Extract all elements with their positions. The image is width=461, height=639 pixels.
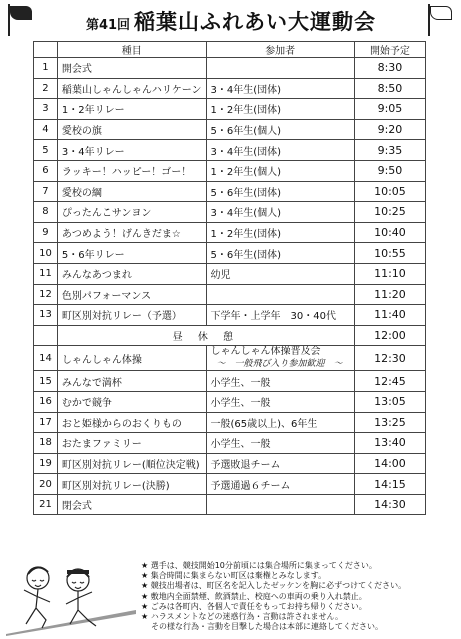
notes (141, 561, 457, 632)
table-row (34, 119, 426, 140)
schedule-table (33, 41, 426, 515)
table-row (34, 391, 426, 412)
row-time: 11:20 (354, 284, 425, 305)
row-participants: 1・2年生(個人) (206, 160, 354, 181)
table-row (34, 284, 426, 305)
row-time: 9:35 (354, 140, 425, 161)
row-event: あつめよう！げんきだま☆ (57, 222, 206, 243)
row-no: 15 (34, 371, 58, 392)
table-row (34, 412, 426, 433)
table-row (34, 99, 426, 120)
row-time: 9:05 (354, 99, 425, 120)
row-time: 10:40 (354, 222, 425, 243)
row-no: 18 (34, 433, 58, 454)
row-no: 14 (34, 346, 58, 371)
row-event: ラッキー！ハッピー！ゴー！ (57, 160, 206, 181)
header-event: 種目 (57, 42, 206, 58)
row-event: 町区別対抗リレー(決勝) (57, 474, 206, 495)
note-item: ★ 集合時間に集まらない町区は棄権とみなします。 (141, 571, 327, 581)
row-no: 19 (34, 453, 58, 474)
row-participants-sub: ～ 一般飛び入り参加歓迎 ～ (216, 359, 343, 370)
row-no: 17 (34, 412, 58, 433)
row-no: 3 (34, 99, 58, 120)
row-time: 10:25 (354, 202, 425, 223)
row-participants-cell (206, 346, 354, 371)
row-no: 11 (34, 263, 58, 284)
row-event: 町区別対抗リレー（予選） (57, 305, 206, 326)
row-event: しゃんしゃん体操 (57, 346, 206, 371)
row-no: 1 (34, 58, 58, 79)
table-row (34, 243, 426, 264)
row-participants: 予選通過６チーム (206, 474, 354, 495)
row-participants: 3・4年生(団体) (206, 140, 354, 161)
row-participants: 下学年・上学年 30・40代 (206, 305, 354, 326)
table-row (34, 346, 426, 371)
row-event: おたまファミリー (57, 433, 206, 454)
row-participants: しゃんしゃん体操普及会 (210, 346, 321, 358)
row-participants: 1・2年生(団体) (206, 99, 354, 120)
table-row (34, 263, 426, 284)
row-event: 愛校の綱 (57, 181, 206, 202)
row-time: 13:05 (354, 391, 425, 412)
row-event: おと姫様からのおくりもの (57, 412, 206, 433)
row-event: 1・2年リレー (57, 99, 206, 120)
title-main: 稲葉山ふれあい大運動会 (134, 10, 377, 34)
row-no: 5 (34, 140, 58, 161)
row-time: 10:55 (354, 243, 425, 264)
row-event: 色別パフォーマンス (57, 284, 206, 305)
table-row (34, 433, 426, 454)
header (0, 0, 461, 40)
row-participants: 5・6年生(団体) (206, 243, 354, 264)
table-row (34, 160, 426, 181)
table-header-row (34, 42, 426, 58)
row-event: みんなで満杯 (57, 371, 206, 392)
row-participants: 小学生、一般 (206, 433, 354, 454)
row-participants: 1・2年生(団体) (206, 222, 354, 243)
lunch-row (34, 325, 426, 346)
table-row (34, 474, 426, 495)
row-participants: 小学生、一般 (206, 371, 354, 392)
header-participants: 参加者 (206, 42, 354, 58)
table-row (34, 222, 426, 243)
table-row (34, 181, 426, 202)
row-time: 10:05 (354, 181, 425, 202)
row-no: 6 (34, 160, 58, 181)
row-time: 14:15 (354, 474, 425, 495)
note-item: ★ 競技出場者は、町区名を記入したゼッケンを胸に必ずつけてください。 (141, 581, 407, 591)
row-event: 閉会式 (57, 494, 206, 515)
note-item: ★ 選手は、競技開始10分前頃には集合場所に集まってください。 (141, 561, 377, 570)
row-no: 13 (34, 305, 58, 326)
row-time: 8:30 (354, 58, 425, 79)
row-no: 10 (34, 243, 58, 264)
running-kids-illustration (6, 558, 136, 636)
row-participants (206, 58, 354, 79)
row-participants: 5・6年生(個人) (206, 119, 354, 140)
row-participants (206, 494, 354, 515)
title-prefix: 第41回 (85, 18, 131, 33)
row-participants: 3・4年生(団体) (206, 78, 354, 99)
row-participants: 幼児 (206, 263, 354, 284)
row-event: 稲葉山しゃんしゃんハリケーン (57, 78, 206, 99)
row-no: 12 (34, 284, 58, 305)
row-event: みんなあつまれ (57, 263, 206, 284)
table-row (34, 58, 426, 79)
row-time: 11:10 (354, 263, 425, 284)
row-time: 11:40 (354, 305, 425, 326)
row-time: 12:45 (354, 371, 425, 392)
table-row (34, 202, 426, 223)
lunch-label: 昼 休 憩 (57, 325, 354, 346)
row-event: ぴったんこサンヨン (57, 202, 206, 223)
header-no (34, 42, 58, 58)
note-item: ★ ごみは各町内、各個人で責任をもってお持ち帰りください。 (141, 601, 367, 611)
row-time: 8:50 (354, 78, 425, 99)
table-row (34, 78, 426, 99)
table-row (34, 371, 426, 392)
row-participants: 予選敗退チーム (206, 453, 354, 474)
note-item: その様な行為・言動を目撃した場合は本部に連絡してください。 (151, 622, 383, 632)
row-event: 町区別対抗リレー(順位決定戦) (57, 453, 206, 474)
table-row (34, 305, 426, 326)
row-event: 愛校の旗 (57, 119, 206, 140)
header-time: 開始予定 (354, 42, 425, 58)
row-event: 開会式 (57, 58, 206, 79)
row-no: 8 (34, 202, 58, 223)
row-event: 5・6年リレー (57, 243, 206, 264)
lunch-time: 12:00 (354, 325, 425, 346)
row-participants: 小学生、一般 (206, 391, 354, 412)
row-event: 3・4年リレー (57, 140, 206, 161)
page-title (40, 6, 422, 36)
table-row (34, 453, 426, 474)
row-no: 2 (34, 78, 58, 99)
row-no: 21 (34, 494, 58, 515)
note-item: ★ ハラスメントなどの迷惑行為・言動は許されません。 (141, 612, 343, 622)
row-no: 4 (34, 119, 58, 140)
row-time: 13:25 (354, 412, 425, 433)
row-time: 14:30 (354, 494, 425, 515)
table-row (34, 140, 426, 161)
row-participants (206, 284, 354, 305)
note-item: ★ 敷地内全面禁煙、飲酒禁止、校庭への車両の乗り入れ禁止。 (141, 591, 367, 601)
table-row (34, 494, 426, 515)
row-time: 13:40 (354, 433, 425, 454)
row-no: 7 (34, 181, 58, 202)
row-time: 12:30 (354, 346, 425, 371)
row-time: 9:50 (354, 160, 425, 181)
row-no: 9 (34, 222, 58, 243)
row-participants: 3・4年生(個人) (206, 202, 354, 223)
row-participants: 5・6年生(団体) (206, 181, 354, 202)
row-participants: 一般(65歳以上)、6年生 (206, 412, 354, 433)
row-time: 14:00 (354, 453, 425, 474)
row-no: 16 (34, 391, 58, 412)
row-event: むかで競争 (57, 391, 206, 412)
row-no: 20 (34, 474, 58, 495)
row-time: 9:20 (354, 119, 425, 140)
